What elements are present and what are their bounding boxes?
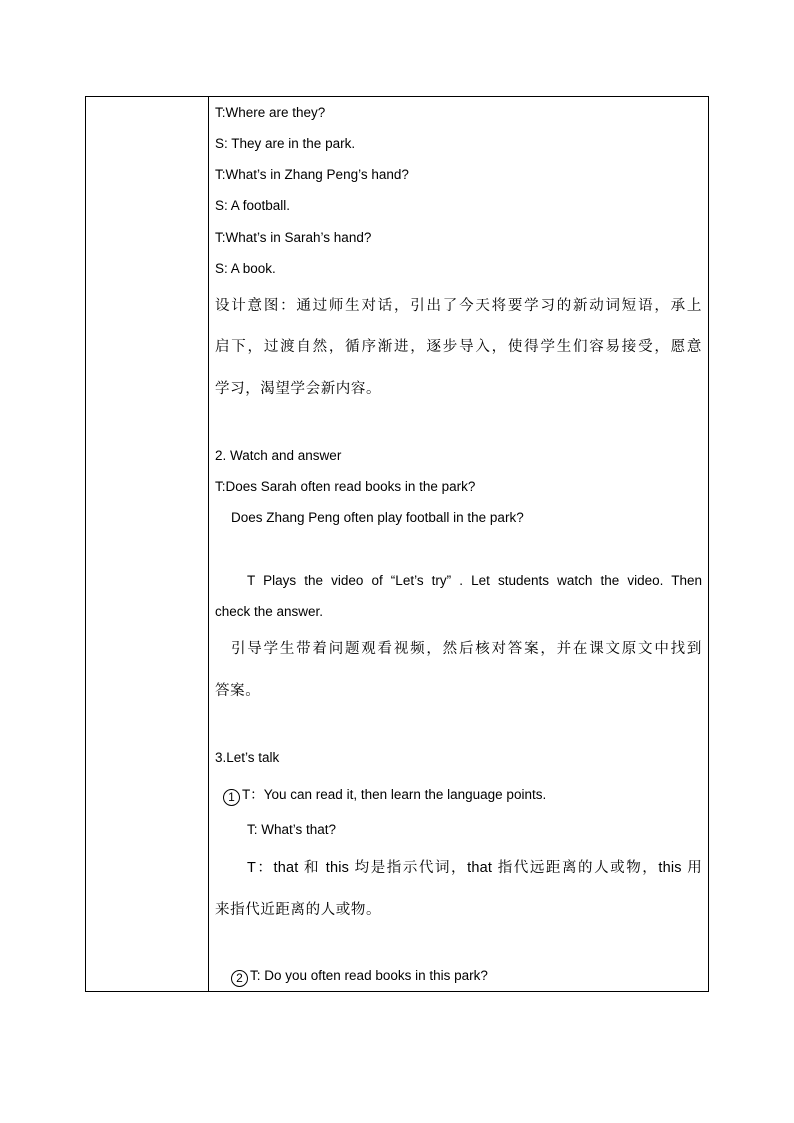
question-line: Does Zhang Peng often play football in the park?: [231, 510, 524, 525]
dialogue-line: T:What’s in Zhang Peng’s hand?: [215, 167, 409, 182]
dialogue-line: S: They are in the park.: [215, 136, 356, 151]
talk-item-text: T：You can read it, then learn the language points.: [242, 787, 547, 802]
design-intent-line: 启下，过渡自然，循序渐进，逐步导入，使得学生们容易接受，愿意: [215, 339, 702, 355]
instruction-cn-line: 答案。: [215, 683, 261, 699]
question-line: T:Does Sarah often read books in the park?: [215, 479, 476, 494]
talk-item-2: [231, 967, 488, 987]
instruction-line: check the answer.: [215, 604, 324, 619]
circled-number-1: 1: [223, 789, 240, 806]
talk-item-text: T: Do you often read books in this park?: [250, 968, 488, 983]
dialogue-line: S: A football.: [215, 198, 291, 213]
talk-note-line: 来指代近距离的人或物。: [215, 902, 382, 918]
section-title: 3.Let’s talk: [215, 750, 280, 765]
instruction-line: T Plays the video of “Let’s try” . Let students watch the video. Then: [247, 573, 702, 588]
dialogue-line: T:What’s in Sarah’s hand?: [215, 230, 372, 245]
talk-note-line: T：that 和 this 均是指示代词，that 指代远距离的人或物，this 用: [247, 860, 702, 876]
talk-item-1: [223, 786, 546, 806]
section-title: 2. Watch and answer: [215, 448, 342, 463]
column-divider: [208, 97, 209, 991]
instruction-cn-line: 引导学生带着问题观看视频，然后核对答案，并在课文原文中找到: [231, 641, 702, 657]
design-intent-line: 设计意图：通过师生对话，引出了今天将要学习的新动词短语，承上: [215, 298, 702, 314]
circled-number-2: 2: [231, 970, 248, 987]
dialogue-line: T:Where are they?: [215, 105, 326, 120]
design-intent-line: 学习，渴望学会新内容。: [215, 381, 382, 397]
talk-question: T: What’s that?: [247, 822, 337, 837]
dialogue-line: S: A book.: [215, 261, 276, 276]
lesson-table: [85, 96, 709, 992]
